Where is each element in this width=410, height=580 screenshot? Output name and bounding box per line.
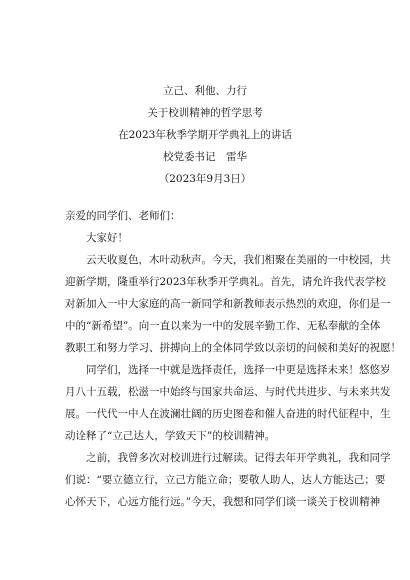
text-line: 教职工和努力学习、拼搏向上的全体同学致以亲切的问候和美好的祝愿！ [65,342,401,354]
text-line: 之前，我曾多次对校训进行过解读。记得去年开学典礼，我和同学 [86,452,391,464]
text-line: 月八十五载，松滋一中始终与国家共命运、与时代共进步、与未来共发 [65,386,391,398]
salutation: 亲爱的同学们、老师们： [65,210,181,222]
speaker-line: 校党委书记 雷华 [163,151,247,163]
text-line: 对新加入一中大家庭的高一新同学和新教师表示热烈的欢迎，你们是一 [65,298,391,310]
speech-title: 关于校训精神的哲学思考 [147,107,263,119]
greeting: 大家好！ [86,232,128,244]
text-line: 迎新学期，隆重举行2023年秋季开学典礼。首先，请允许我代表学校 [65,276,386,288]
text-line: 云天收夏色，木叶动秋声。今天，我们相聚在美丽的一中校园，共 [86,254,391,266]
paragraph-2 [65,359,391,447]
speech-occasion: 在2023年秋季学期开学典礼上的讲话 [118,129,292,141]
speech-date: （2023年9月3日） [158,173,252,185]
speech-body [65,205,401,513]
speech-title-motto: 立己、利他、力行 [163,85,247,97]
text-line: 展。一代代一中人在波澜壮阔的历史图卷和催人奋进的时代征程中，生 [65,408,391,420]
text-line: 动诠释了“立己达人，学致天下”的校训精神。 [65,430,276,442]
text-line: 中的“新希望”。向一直以来为一中的发展辛勤工作、无私奉献的全体 [65,320,381,332]
title-block [0,80,410,190]
paragraph-1 [65,249,401,359]
text-line: 们说：“要立德立行，立己方能立命；要敬人助人，达人方能达己；要 [65,474,386,486]
paragraph-3 [65,447,391,513]
text-line: 同学们，选择一中就是选择责任，选择一中更是选择未来！悠悠岁 [86,364,391,376]
text-line: 心怀天下，心远方能行远。”今天，我想和同学们谈一谈关于校训精神 [65,496,381,508]
